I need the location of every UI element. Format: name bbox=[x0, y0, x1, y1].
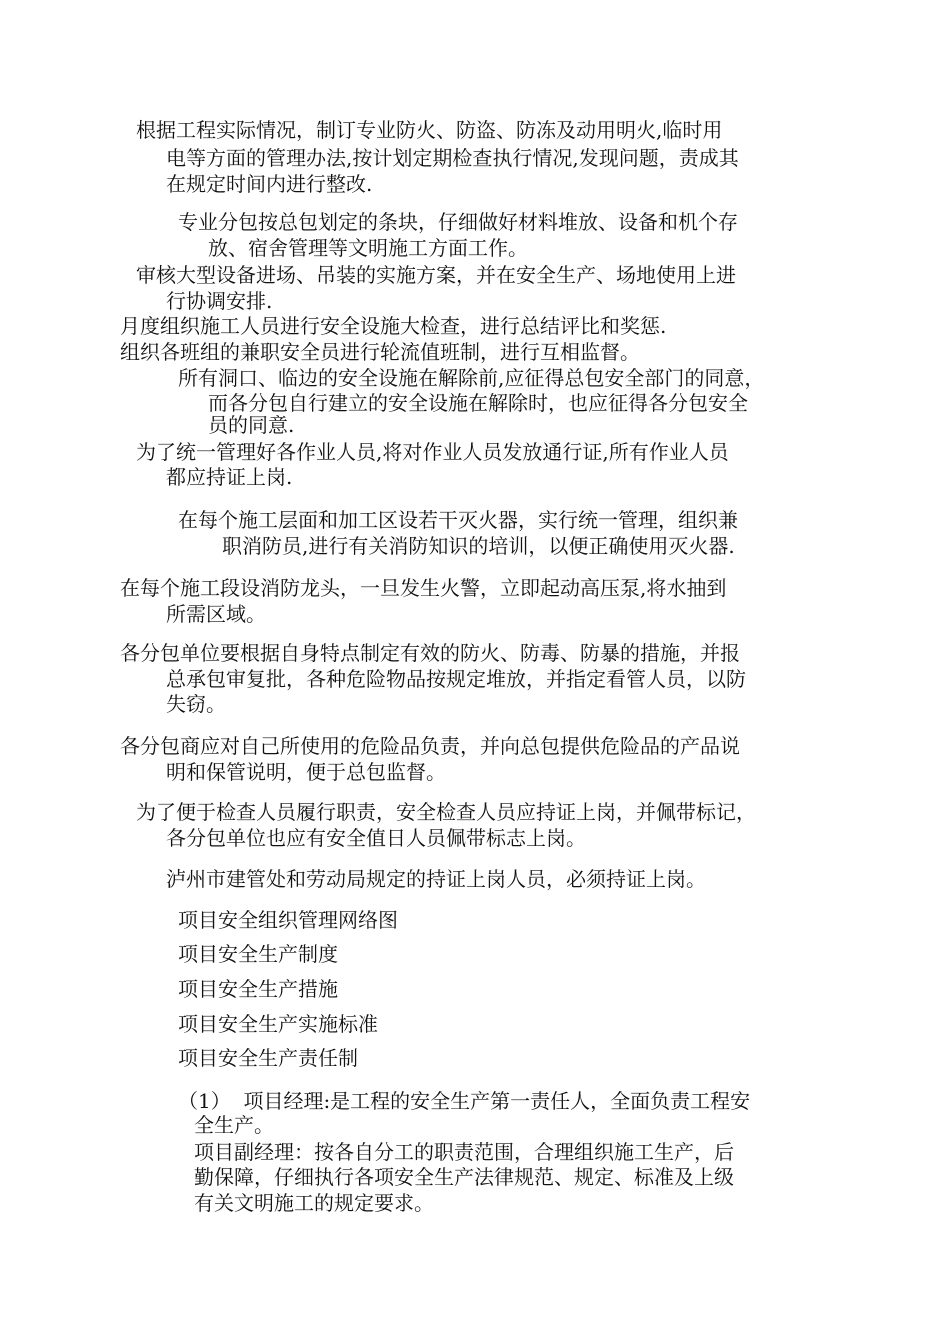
text-line: 在每个施工段设消防龙头，一旦发生火警，立即起动高压泵,将水抽到 bbox=[120, 576, 727, 600]
text-line: 都应持证上岗. bbox=[166, 465, 293, 489]
text-line: 所需区域。 bbox=[166, 602, 266, 626]
list-item: 项目安全生产制度 bbox=[178, 942, 338, 966]
text-line: 为了统一管理好各作业人员,将对作业人员发放通行证,所有作业人员 bbox=[136, 440, 729, 464]
text-line: 员的同意. bbox=[208, 413, 295, 437]
text-line: 在规定时间内进行整改. bbox=[166, 172, 373, 196]
text-line: 职消防员,进行有关消防知识的培训，以便正确使用灭火器. bbox=[222, 534, 735, 558]
text-line: 失窃。 bbox=[166, 692, 226, 716]
text-line: 放、宿舍管理等文明施工方面工作。 bbox=[208, 236, 528, 260]
list-item: 项目安全生产措施 bbox=[178, 977, 338, 1001]
text-line: 月度组织施工人员进行安全设施大检查，进行总结评比和奖惩. bbox=[120, 314, 667, 338]
text-line: 而各分包自行建立的安全设施在解除时，也应征得各分包安全 bbox=[208, 391, 748, 415]
text-line: 行协调安排. bbox=[166, 289, 273, 313]
text-line: 电等方面的管理办法,按计划定期检查执行情况,发现问题，责成其 bbox=[166, 146, 739, 170]
text-line: 在每个施工层面和加工区设若干灭火器，实行统一管理，组织兼 bbox=[178, 508, 738, 532]
text-line: 勤保障，仔细执行各项安全生产法律规范、规定、标准及上级 bbox=[194, 1165, 734, 1189]
text-line: 审核大型设备进场、吊装的实施方案，并在安全生产、场地使用上进 bbox=[136, 263, 736, 287]
text-line: 项目副经理：按各自分工的职责范围，合理组织施工生产，后 bbox=[194, 1140, 734, 1164]
list-item: 项目安全组织管理网络图 bbox=[178, 908, 398, 932]
text-line: 总承包审复批，各种危险物品按规定堆放，并指定看管人员，以防 bbox=[166, 667, 746, 691]
text-line: 为了便于检查人员履行职责，安全检查人员应持证上岗，并佩带标记， bbox=[136, 800, 756, 824]
text-line: 各分包单位也应有安全值日人员佩带标志上岗。 bbox=[166, 826, 586, 850]
text-line: 有关文明施工的规定要求。 bbox=[194, 1191, 434, 1215]
text-line: 明和保管说明，便于总包监督。 bbox=[166, 760, 446, 784]
list-item: 项目安全生产责任制 bbox=[178, 1046, 358, 1070]
text-line: 根据工程实际情况，制订专业防火、防盗、防冻及动用明火,临时用 bbox=[136, 118, 723, 142]
list-item: 项目安全生产实施标准 bbox=[178, 1012, 378, 1036]
text-line: 泸州市建管处和劳动局规定的持证上岗人员，必须持证上岗。 bbox=[166, 867, 706, 891]
text-line: 各分包单位要根据自身特点制定有效的防火、防毒、防暴的措施，并报 bbox=[120, 641, 740, 665]
text-line: （1） 项目经理:是工程的安全生产第一责任人，全面负责工程安 bbox=[178, 1089, 751, 1113]
text-line: 各分包商应对自己所使用的危险品负责，并向总包提供危险品的产品说 bbox=[120, 734, 740, 758]
text-line: 所有洞口、临边的安全设施在解除前,应征得总包安全部门的同意， bbox=[178, 366, 765, 390]
text-line: 专业分包按总包划定的条块，仔细做好材料堆放、设备和机个存 bbox=[178, 210, 738, 234]
text-line: 全生产。 bbox=[194, 1113, 274, 1137]
text-line: 组织各班组的兼职安全员进行轮流值班制，进行互相监督。 bbox=[120, 340, 640, 364]
